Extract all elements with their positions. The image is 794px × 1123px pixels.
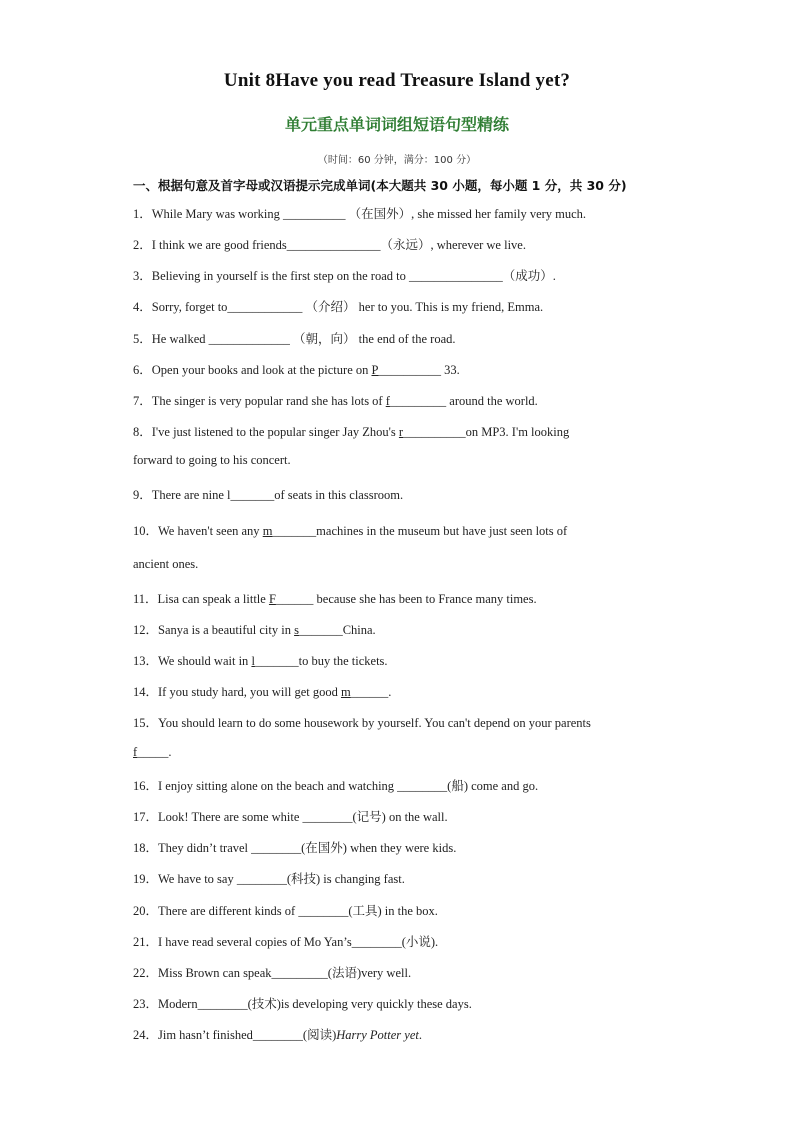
question-14-blank: ______.: [350, 685, 392, 699]
question-5: 5．He walked _____________ （朝，向） the end of the road.: [133, 332, 456, 346]
question-6-hint-letter: P: [371, 363, 379, 377]
question-13-hint-letter: l: [251, 654, 255, 668]
question-6-text: 6．Open your books and look at the picture on: [133, 363, 372, 377]
question-11-text: 11．Lisa can speak a little: [133, 592, 269, 606]
question-19: 19．We have to say ________(科技) is changing fast.: [133, 872, 405, 886]
question-15-blank: _____.: [137, 745, 172, 759]
question-7-text: 7．The singer is very popular rand she has lots of: [133, 394, 386, 408]
question-20: 20．There are different kinds of ________(工具) in the box.: [133, 904, 438, 918]
question-15: 15．You should learn to do some housework by yourself. You can't depend on your parents: [133, 716, 591, 730]
question-7: [133, 391, 538, 409]
question-7-blank: _________ around the world.: [389, 394, 538, 408]
question-12-hint-letter: s: [294, 623, 299, 637]
question-10: [133, 521, 567, 539]
question-8: [133, 422, 569, 440]
question-3: 3．Believing in yourself is the first step on the road to _______________（成功）.: [133, 269, 556, 283]
question-13-blank: _______to buy the tickets.: [254, 654, 388, 668]
question-14-hint-letter: m: [340, 685, 351, 699]
question-11-hint-letter: F: [268, 592, 276, 606]
question-23: 23．Modern________(技术)is developing very quickly these days.: [133, 997, 472, 1011]
question-15-hint-letter: f: [133, 745, 138, 759]
question-14-text: 14．If you study hard, you will get good: [133, 685, 341, 699]
question-10-text: 10．We haven't seen any: [133, 524, 263, 538]
question-1: 1．While Mary was working __________ （在国外）, she missed her family very much.: [133, 207, 587, 221]
question-12-text: 12．Sanya is a beautiful city in: [133, 623, 295, 637]
question-4: 4．Sorry, forget to____________ （介绍） her to you. This is my friend, Emma.: [133, 300, 544, 314]
question-7-hint-letter: f: [385, 394, 390, 408]
question-10-hint-letter: m: [262, 524, 273, 538]
question-24: [133, 1025, 422, 1043]
question-15-continuation: [133, 745, 172, 760]
question-11: [133, 589, 537, 607]
question-6-blank: __________ 33.: [378, 363, 460, 377]
section-heading: 一、根据句意及首字母或汉语提示完成单词(本大题共 30 小题，每小题 1 分，共 30 分): [133, 178, 627, 193]
question-24-end: .: [418, 1028, 422, 1042]
question-10-blank: _______machines in the museum but have just seen lots of: [272, 524, 568, 538]
question-8-text: 8．I've just listened to the popular singer Jay Zhou's: [133, 425, 399, 439]
question-18: 18．They didn’t travel ________(在国外) when they were kids.: [133, 841, 457, 855]
exam-meta: （时间：60 分钟，满分：100 分）: [317, 155, 477, 166]
question-21: 21．I have read several copies of Mo Yan’s________(小说).: [133, 935, 439, 949]
question-12: [133, 620, 376, 638]
question-24-book-title: Harry Potter yet: [336, 1028, 419, 1042]
question-17: 17．Look! There are some white ________(记号) on the wall.: [133, 810, 448, 824]
question-9: 9．There are nine l_______of seats in this classroom.: [133, 488, 404, 502]
question-24-text: 24．Jim hasn’t finished________(阅读): [133, 1028, 337, 1042]
question-11-blank: ______ because she has been to France many times.: [275, 592, 537, 606]
question-16: 16．I enjoy sitting alone on the beach and watching ________(船) come and go.: [133, 779, 539, 793]
question-8-hint-letter: r: [398, 425, 404, 439]
page-title: Unit 8Have you read Treasure Island yet?: [223, 70, 571, 91]
question-22: 22．Miss Brown can speak_________(法语)very well.: [133, 966, 412, 980]
question-10-continuation: ancient ones.: [133, 557, 199, 571]
question-14: [133, 682, 391, 700]
question-13: [133, 651, 388, 669]
question-2: 2．I think we are good friends_______________（永远）, wherever we live.: [133, 238, 526, 252]
question-12-blank: _______China.: [298, 623, 376, 637]
question-6: [133, 360, 460, 378]
page-subtitle: 单元重点单词词组短语句型精练: [284, 115, 509, 134]
question-8-blank: __________on MP3. I'm looking: [403, 425, 570, 439]
question-8-continuation: forward to going to his concert.: [133, 453, 291, 467]
question-13-text: 13．We should wait in: [133, 654, 252, 668]
